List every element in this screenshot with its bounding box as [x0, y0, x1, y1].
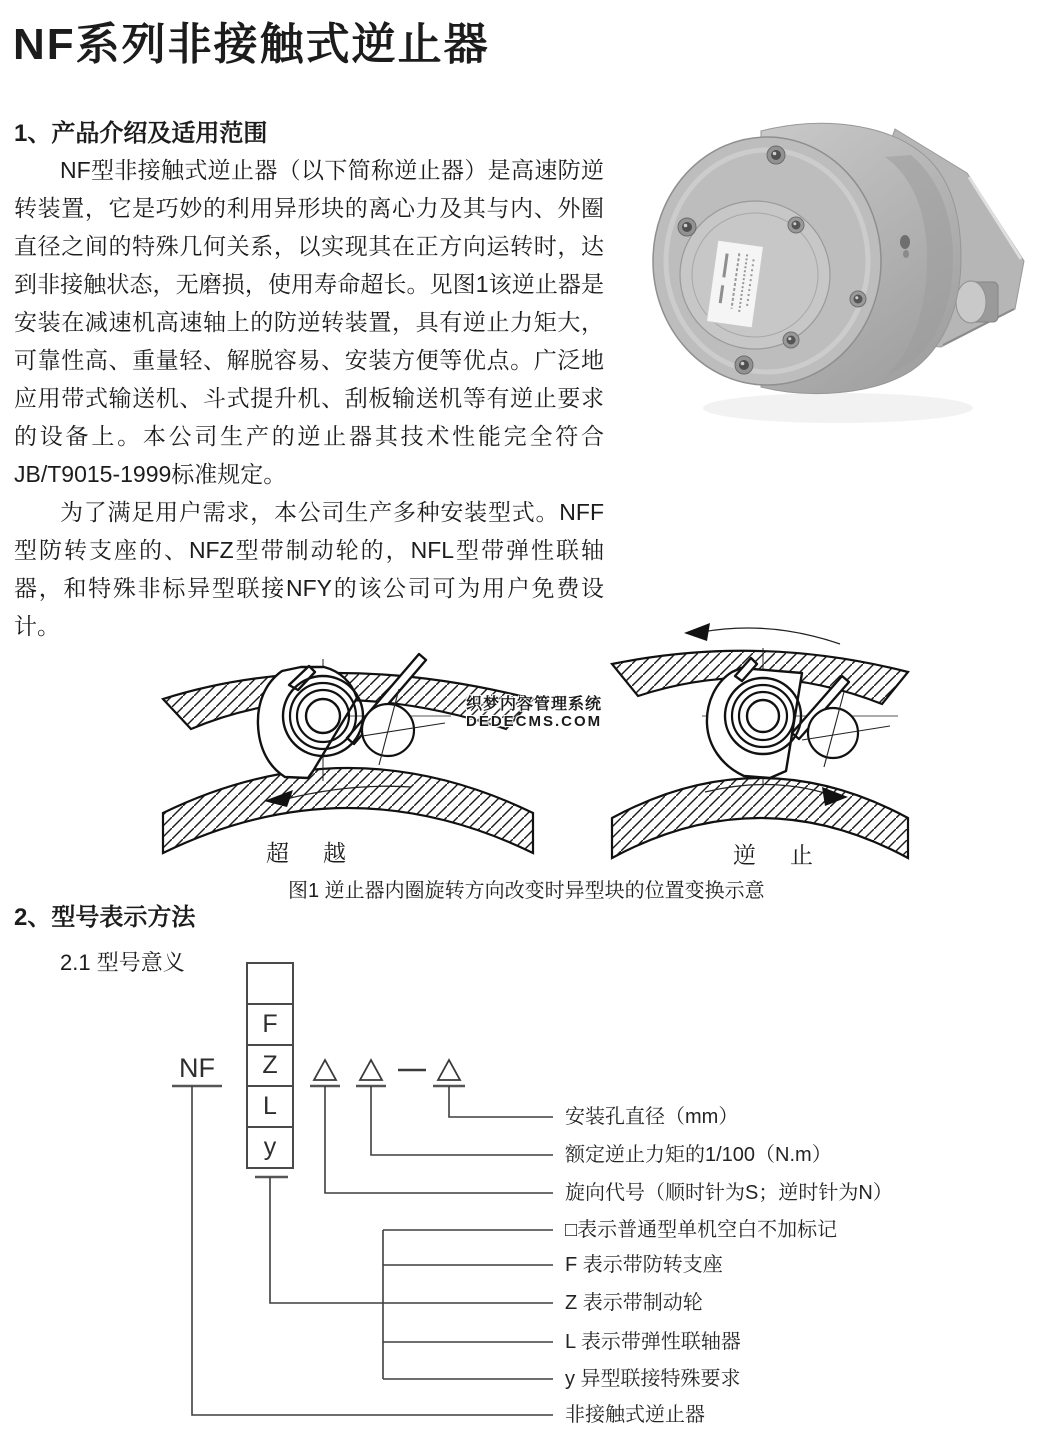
intro-text	[14, 151, 604, 645]
watermark-cms	[466, 696, 602, 730]
designation-label-L: L 表示带弹性联轴器	[565, 1331, 741, 1353]
bracket-pin	[956, 281, 998, 323]
watermark-line1: 织梦内容管理系统	[466, 696, 603, 713]
code-box-y: y	[248, 1126, 292, 1167]
code-box-L: L	[248, 1085, 292, 1126]
photo-shadow	[703, 393, 973, 423]
intro-paragraph-2: 为了满足用户需求，本公司生产多种安装型式。NFF型防转支座的、NFZ型带制动轮的，NFL型带弹性联轴器，和特殊非标异型联接NFY的该公司可为用户免费设计。	[14, 499, 604, 639]
page-title: NF系列非接触式逆止器	[13, 20, 490, 69]
front-flange	[653, 137, 881, 385]
designation-label-direction: 旋向代号（顺时针为S；逆时针为N）	[565, 1182, 893, 1204]
designation-label-backstop: 非接触式逆止器	[565, 1404, 705, 1426]
designation-label-Z: Z 表示带制动轮	[565, 1292, 703, 1314]
product-photo	[643, 103, 1038, 448]
designation-label-F: F 表示带防转支座	[565, 1254, 723, 1276]
designation-label-bore: 安装孔直径（mm）	[565, 1106, 739, 1128]
model-prefix: NF	[179, 1053, 215, 1083]
section2-subheading: 2.1 型号意义	[60, 950, 185, 975]
code-box-stack	[246, 962, 294, 1169]
designation-label-y: y 异型联接特殊要求	[565, 1368, 741, 1390]
watermark-line2: DEDECMS.COM	[466, 713, 603, 730]
figure1-right-diagram	[610, 620, 912, 872]
code-box-blank	[248, 964, 292, 1003]
roller	[802, 692, 890, 767]
reverse-arrow-top	[684, 623, 840, 644]
underlines	[172, 1086, 465, 1177]
figure1-right-label: 逆止	[733, 842, 847, 868]
section1-heading: 1、产品介绍及适用范围	[14, 120, 268, 147]
figure1-left-label: 超越	[266, 840, 380, 866]
designation-label-plain: □表示普通型单机空白不加标记	[565, 1219, 838, 1241]
code-box-F: F	[248, 1003, 292, 1044]
triangle-placeholders	[314, 1060, 460, 1080]
section2-heading: 2、型号表示方法	[14, 904, 196, 931]
figure1-caption: 图1 逆止器内圈旋转方向改变时异型块的位置变换示意	[288, 880, 765, 902]
designation-label-torque: 额定逆止力矩的1/100（N.m）	[565, 1144, 832, 1166]
intro-paragraph-1: NF型非接触式逆止器（以下简称逆止器）是高速防逆转装置，它是巧妙的利用异形块的离心力及其与内、外圈直径之间的特殊几何关系，以实现其在正方向运转时，达到非接触状态，无磨损，使用寿命超长。见图1该逆止器是安装在减速机高速轴上的防逆转装置，具有逆止力矩大，可靠性高、重量轻、解脱容易、安装方便等优点。广泛地应用带式输送机、斗式提升机、刮板输送机等有逆止要求的设备上。本公司生产的逆止器其技术性能完全符合JB/T9015-1999标准规定。	[14, 157, 604, 487]
code-box-Z: Z	[248, 1044, 292, 1085]
